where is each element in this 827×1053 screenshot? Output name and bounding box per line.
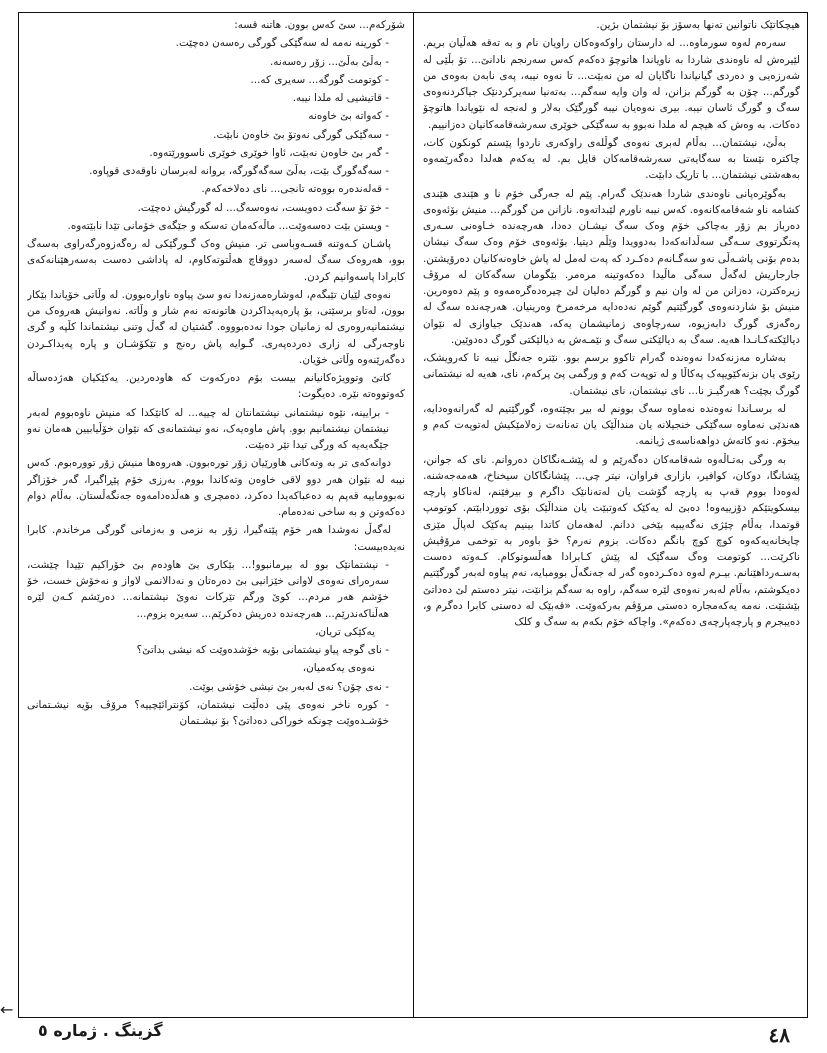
paragraph: - کورە ناخر نەوەی پێی دەڵێت نیشتمان، کۆنترائێچییە؟ مرۆڤ بۆیە نیشـتمانی خۆشـدەوێت چونکە خوراکی دەداتێ؟ بۆ نیشـتمان xyxy=(27,698,389,727)
paragraph: شۆرکەم... سێ کەس بوون. هاتنە قسە: xyxy=(234,19,405,31)
paragraph: - کورینە نەمە لە سەگێکی گورگی رەسەن دەچێت. xyxy=(175,37,389,50)
continue-arrow-icon: ← xyxy=(0,1000,14,1019)
paragraph: - نەی چۆن؟ نەی لەبەر بێ نیشی خۆشی بوێت. xyxy=(189,680,389,693)
magazine-name: گزینگ . ژمارە ٥ xyxy=(38,1021,163,1040)
paragraph: کاتێ وتوویژەکانیانم بیست بۆم دەرکەوت کە هاودەردین. یەکێکیان هەژدەساڵە کەوتووەتە نێرە. دەیگوت: xyxy=(27,372,405,401)
right-text-column xyxy=(423,17,800,1013)
paragraph: یەکێکی تریان، xyxy=(315,625,375,638)
paragraph: لەگەڵ نەوشدا هەر خۆم پێتەگیرا، زۆر بە نزمی و بەزمانی گورگی مرخاندم. کابرا نەیدەبیست: xyxy=(27,524,405,553)
column-divider xyxy=(413,13,414,1017)
page-frame xyxy=(18,12,808,1018)
page-number: ٤٨ xyxy=(768,1023,790,1047)
paragraph: - کوتومت گورگە... سەیری کە... xyxy=(250,73,389,86)
page-footer xyxy=(18,1019,808,1049)
paragraph: نەوەی لێیان تێبگەم، لەوشارەمەزنەدا نەو سێ پیاوە ناوارەبوون. لە وڵاتی خۆیاندا بێکار بوون، لەتاو برسێتی، بۆ پارەپەیداکردن هاتونەتە نەم شار و وڵاتە. نەوانیش هەروەک من نیشتمانیەروەری لە زمانیان جودا نەدەبوووە. گشتیان لە گەڵ وتنی نیشتماندا کڵپە و گری ناوجەرگی لە زاری دەردەپەری. گـوایە پاش رەنج و تێکۆشـان و پارە پەیداکـردن دەگەرێنەوە وڵاتی خۆیان. xyxy=(27,288,405,366)
paragraph: - خۆ تۆ سەگت دەویست، نەوەسەگ... لە گورگیش دەچێت. xyxy=(137,201,389,214)
paragraph: - قەلەندەرە بووەتە تانجی... نای دەلاخەکەم. xyxy=(201,183,389,196)
left-text-column xyxy=(27,17,405,1013)
paragraph: سەرەم لەوە سورماوە... لە دارستان راوکەوەکان راویان نام و بە تەقە هەڵیان بریم. لێیرەش لە ناوەندی شاردا بە ناویاندا هاتوچۆ دەکەم کەس سەرنجم نادانێ... تۆ بڵێی لە شەرزەیی و دەردی گیانیاندا ناگایان لە من نەبێت... تا نەوە نیبە، پەی نابەن بەوەی من گورگم... چۆن بە گورگم بزانن، لە وان وایە سەگم... بەتەنیا سەیرکردنێک جیاکردنەوەی سەگ و گورگ ئاسان نیبە. بیری نەوەیان نیبە گورگێک بەلار و لەنجە لە نێویاندا هاتوچۆ دەکات. بە وەش کە هیچم لە ملدا نەبوو بە سەگێکی خوێری سەرشەقامەکانیان دەزانییم. xyxy=(423,37,800,131)
paragraph: لە برسـاندا نەوەندە نەماوە سەگ بوونم لە بیر بچێتەوە، گورگێتیم لە گەرانەوەدایە، هەندێی نەماوە سەگێکی خنجیلانە یان منداڵێک یان تەنانەت زەلامێکیش لەتوپەت کەم و بیخۆم. نەو کاتەش دواهەناسەی ژیانمە. xyxy=(423,402,800,448)
paragraph: - برایینە، نێوە نیشتمانی نیشتمانتان لە چییە... لە کاتێکدا کە منیش ناوەبووم لەبەر نیشتمان نیشتمانیم بوو. پاش ماوەیەک، نەو نیشتمانەی کە نێوان خۆڵیابیین هەمان نەو جێگەیەیە کە ورگی تیدا تێر دەبێت. xyxy=(27,406,389,451)
paragraph: بەڵێ، نیشتمان... بەڵام لەبری نەوەی گوڵلەی راوکەری ناردوا پێستم کونکون کات، چاکترە نێستا بە سەگایەتی سەرشەقامەکان قایل بم. لە یەکەم هەلدا دەگەرێمەوە بەهەشتی نیشتمان... با تاریک دابێت. xyxy=(423,136,800,182)
paragraph: - سەگەگورگ بێت، بەڵێ سەگەگورگە، بروانە لەبرسان ناوقەدی قوپاوە. xyxy=(89,165,389,177)
paragraph: - ویستن بێت دەسەوێت... ماڵەکەمان تەسکە و جێگەی خۆمانی تێدا نابێتەوە. xyxy=(67,219,389,232)
paragraph: دوانەکەی تر بە وتەکانی هاورێیان زۆر تورەبوون. هەروەها منیش زۆر توورەبوم. کەس نیبە لە نێوان هەر دوو لاقی خاوەن وتەکاندا بووم. بەرزی خۆم پێڕاگیرا، گەر خۆزاگر نەبووماییە قەپم بە دەعباکەیدا دەکرد، دەمچری و هەڵدەدامەوە جەنگەڵستان. بەڵام دوام دەکەوتن و بە ساخی نەدەمام. xyxy=(27,457,405,518)
paragraph: - قاتیشیی لە ملدا نیبە. xyxy=(292,92,389,104)
paragraph: - کەواتە بێ خاوەنە xyxy=(308,110,389,123)
paragraph: هیچکاتێک ناتوانین تەنها بەسۆز بۆ نیشتمان بژین. xyxy=(596,19,800,31)
paragraph: بەشارە مەزنەکەدا نەوەندە گەرام تاکوو برسم بوو. نێترە جەنگڵ نیبە تا کەرویشک، رێوی یان بزنەکێویپەک پەکاڵا و لە توپەت کەم و ورگمی پێ پرکەم، نای، هەیە لە نیشتمانی گورگ بچێت؟ هەرگیـز نا... نای نیشتمان، نای نیشتمان. xyxy=(423,352,800,397)
paragraph: پاشـان کـەوتنە قسـەوباسی تر. منیش وەک گـورگێکی لە رەگەزوەرگەراوی بەسەگ بوو، هەروەک سەگ لەسەر دووقاچ هەڵتوتەکاوم، لە پاداشی دەست بەسەرهێنانەکەی کابرادا پاسەوانیم کردن. xyxy=(27,238,405,283)
paragraph: نەوەی یەکەمیان، xyxy=(302,662,375,675)
paragraph: - نیشتمانێک بوو لە بیرمانبوو!... بێکاری بێ هاودەم بێ خۆراکیم تێیدا چێشت، سەرەرای نەوەی لاوانی خێزانیی بێ دەرەتان و نەدالانمی لاواز و نەخۆش خست، خۆ خۆشم هەر مردم... کوێ ورگم تێرکات نەوێ نیشتمانە... دەرێشم کـەن لێرە هەڵناکەندرێم... هەرچەندە دەریش دەکرێم... سەیرە بزوم... xyxy=(27,558,389,620)
paragraph: - سەگێکی گورگی نەوتۆ بێ خاوەن نابێت. xyxy=(213,128,389,141)
paragraph: بەگوێرەپانی ناوەندی شاردا هەندێک گەرام. پێم لە جەرگی خۆم نا و هێندی هێندی کشامە ناو شەقامەکانەوە. کەس نیبە ناورم لێبداتەوە. نازانن من گورگم... منیش بۆئەوەی دەرباز بم زۆر بەچاکی خۆم وەک سەگ نیشـان دەدا، هەرچەندە خـاوەنی سـەری پەتگرتووی سـەگی سەڵدانەکەدا بەدوویدا وێڵم دیتیا. بۆئەوەی خۆم وەک سەگ نیشان بدەم بۆنی پاشـەڵی نەو سەگـانەم دەکـرد کە پەت لەمل لە پاش خاوەنەکانیان دەرۆیشتن. جارجاریش لەگەڵ سەگی ماڵیدا دەکەوتینە مرەمر. بێگومان سەگەکان لە مرۆڤ زیرەکترن، دەزانن من لە وان نیم و گورگم دەلیان لێ چیرەدەگرەمەوە و پێم دەوەرین. منیش بۆ شاردنەوەی گورگێتیم گوێم نەدەدایە مرخەمرخ وەرینیان. هەرچەندە سەگ لە رەگەزی گورگ دابەزیوە، سەرچاوەی زمانیشمان یەکە، هەندێک جیاوازی لە نێوان دیالێکتەکـانـدا هەیە. سەگ بە دیالێکتی سەگ و نێمـەش بە دیالێکتی گورگ دەدوێین. xyxy=(423,187,800,346)
paragraph: - بەڵێ بەڵێ... زۆر رەسەنە. xyxy=(269,55,389,68)
paragraph: - گەر بێ خاوەن نەبێت، ئاوا خوێری خوێری ناسوورێتەوە. xyxy=(149,146,389,159)
paragraph: بە ورگی بەتـاڵەوە شەقامەکان دەگەرێم و لە پێشـەنگاکان دەروانم. نای کە جوانن، پێشانگا، دوکان، کوافیر، بازاری فراوان، نیتر چی... پێشانگاکان سیخناخ، هەمەجەشنە. لەوەدا بووم قەپ بە پارچە گۆشت یان لەتەنانێک داگرم و بیرفێنم، لەناکاو پارچە بیسکویتێکم دۆزییەوە! دەبێ لە یەکێک کەوتبێت یان منداڵێک بۆی تووردابێتم. کوتومپ قوتمدا، بەڵام چێژی نەگەیبیە بێخی ددانم. لەهەمان کاتدا بینیم یەکێک لەپاڵ مێزی چایخانەیەکەوە کوچ کوچ بانگم دەکات. بزوم نەرم؟ خۆ باوەر بە توخمی مرۆڤیش ناکرێت... کوتومت وەگ سەگێک لە پێش کـابرادا هەڵسوتوکام. کـەوتە دەست بەسـەرداهێنانم. بیـرم لەوە دەکـردەوە گەر لە جەنگەڵ بوومبایە، نەم پیاوە لەبەر گورگێتیم دەیکوشتم، بەڵام لەبەر نەوەی لێرە سەگم، راوە بە سەگم بزانێت، نیتر دەستم لێ دەداتێ بێشتێت. نەمە یەکەمجارە دەستی مرۆڤم بەرکەوێت. «قەبێک لە دەستی کابرا دەگرم و، دەیبجرم و پارچەپارچەی دەکەم». واچاکە خۆم بکەم بە سەگ و کلک xyxy=(423,453,800,628)
paragraph: - نای گوجە پیاو نیشتمانی بۆیە خۆشدەوێت کە نیشی بداتێ؟ xyxy=(136,644,389,656)
